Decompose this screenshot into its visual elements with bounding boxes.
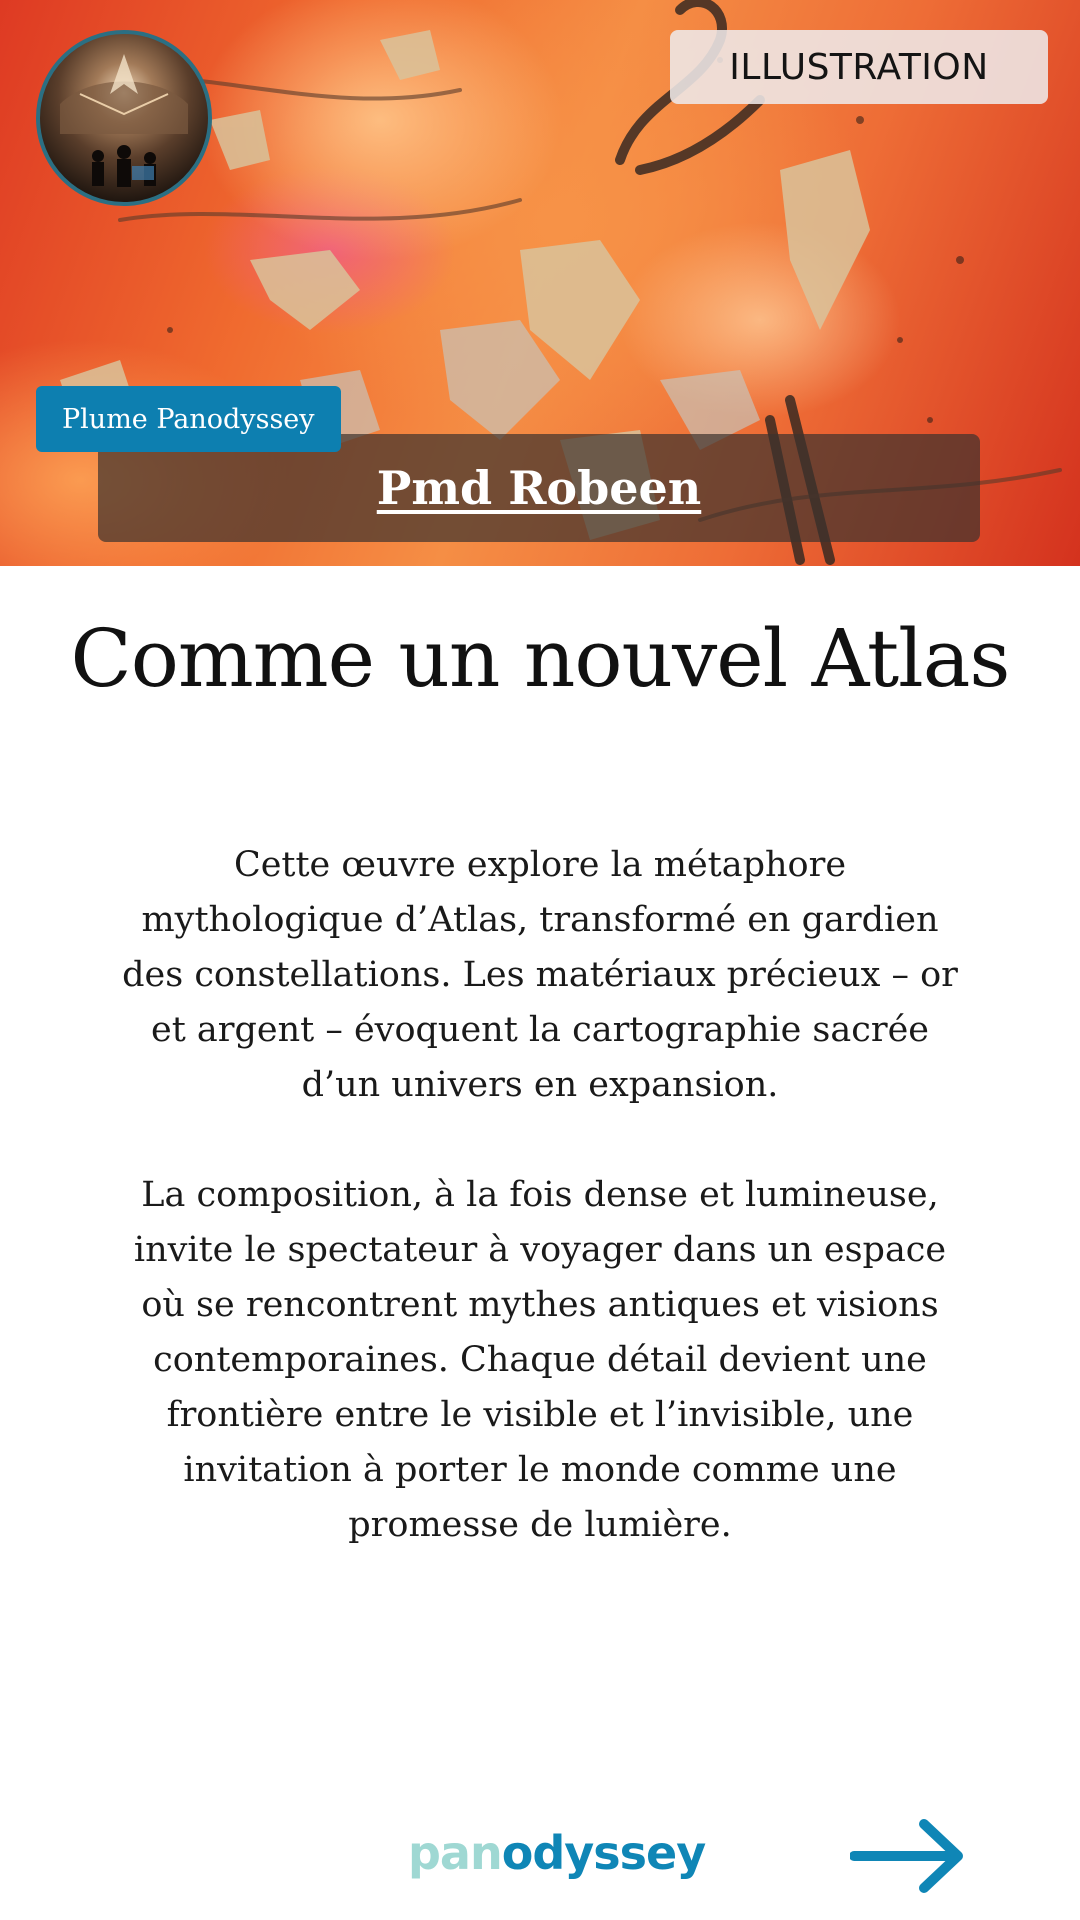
next-button[interactable] [850, 1818, 968, 1894]
avatar-image [40, 34, 208, 202]
article-paragraph: Cette œuvre explore la métaphore mythologique d’Atlas, transformé en gardien des constellations. Les matériaux précieux – or et argent – évoquent la cartographie sacrée d’un univers en expansion. [122, 845, 958, 1105]
category-badge[interactable]: ILLUSTRATION [670, 30, 1048, 104]
logo-part-pan: pan [408, 1826, 502, 1880]
author-avatar[interactable] [36, 30, 212, 206]
arrow-right-icon [850, 1818, 968, 1894]
article-title: Comme un nouvel Atlas [70, 612, 1010, 705]
hero-artwork[interactable] [0, 0, 1080, 566]
logo-part-odyssey: odyssey [501, 1826, 706, 1880]
panodyssey-logo[interactable] [408, 1826, 705, 1880]
article-body [110, 838, 970, 1608]
article-paragraph: La composition, à la fois dense et lumineuse, invite le spectateur à voyager dans un espace où se rencontrent mythes antiques et visions contemporaines. Chaque détail devient une frontière entre le visible et l’invisible, une invitation à porter le monde comme une promesse de lumière. [133, 1175, 947, 1545]
collection-tag[interactable]: Plume Panodyssey [36, 386, 341, 452]
author-name-link[interactable]: Pmd Robeen [376, 461, 702, 515]
